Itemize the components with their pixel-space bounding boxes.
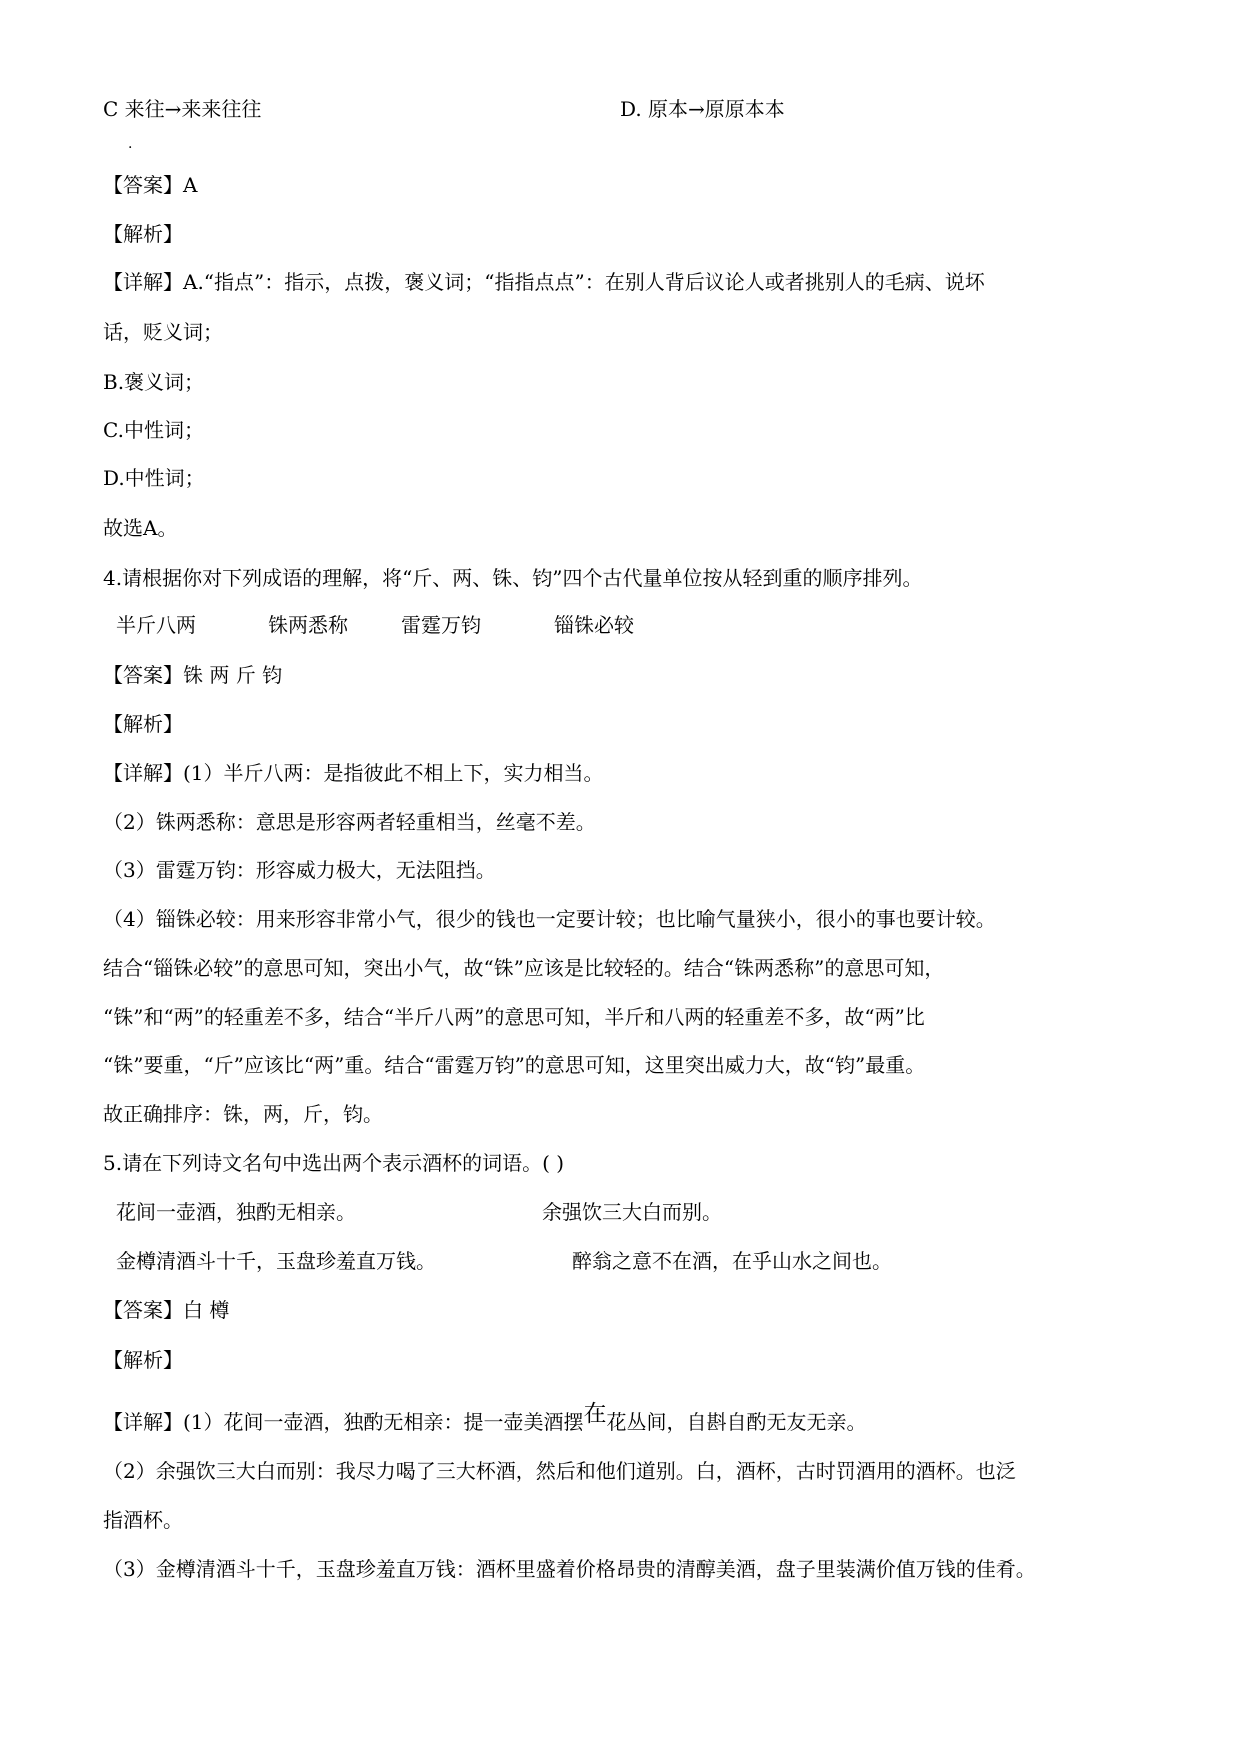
q3-detail-c: C.中性词； <box>103 418 204 442</box>
q5-line-1: 花间一壶酒，独酌无相亲。 <box>116 1200 356 1224</box>
q3-option-c: C 来往→来来往往 <box>103 97 262 121</box>
q3-option-d: D. 原本→原原本本 <box>620 97 785 121</box>
q4-detail-1: 【详解】(1）半斤八两：是指彼此不相上下，实力相当。 <box>103 761 604 785</box>
q5-detail-1 <box>103 1401 867 1434</box>
q4-reasoning-2: “铢”和“两”的轻重差不多，结合“半斤八两”的意思可知，半斤和八两的轻重差不多，故“两”比 <box>103 1005 925 1029</box>
q4-idiom-1: 半斤八两 <box>116 613 196 637</box>
q4-reasoning-1: 结合“锱铢必较”的意思可知，突出小气，故“铢”应该是比较轻的。结合“铢两悉称”的意思可知， <box>103 956 945 980</box>
q4-idiom-2: 铢两悉称 <box>268 613 348 637</box>
q4-detail-3: （3）雷霆万钧：形容威力极大，无法阻挡。 <box>103 858 496 882</box>
q4-idiom-4: 锱铢必较 <box>554 613 634 637</box>
q4-idiom-3: 雷霆万钧 <box>401 613 481 637</box>
q5-detail-1-raised-char: 在 <box>583 1401 607 1427</box>
q3-answer: 【答案】A <box>103 173 198 197</box>
q5-question: 5.请在下列诗文名句中选出两个表示酒杯的词语。( ) <box>103 1151 565 1175</box>
q3-detail-d: D.中性词； <box>103 466 205 490</box>
q5-detail-1-after: 花丛间，自斟自酌无友无亲。 <box>606 1410 867 1434</box>
q5-detail-3: （3）金樽清酒斗十千，玉盘珍羞直万钱：酒杯里盛着价格昂贵的清醇美酒，盘子里装满价值万钱的佳肴。 <box>103 1557 1036 1581</box>
q5-detail-2: （2）余强饮三大白而别：我尽力喝了三大杯酒，然后和他们道别。白，酒杯，古时罚酒用的酒杯。也泛 <box>103 1459 1016 1483</box>
stray-dot: · <box>128 140 133 156</box>
q4-answer: 【答案】铢 两 斤 钧 <box>103 663 283 687</box>
q4-detail-2: （2）铢两悉称：意思是形容两者轻重相当，丝毫不差。 <box>103 810 596 834</box>
q3-analysis-heading: 【解析】 <box>103 222 183 246</box>
q3-detail-b: B.褒义词； <box>103 370 205 394</box>
q4-detail-4: （4）锱铢必较：用来形容非常小气，很少的钱也一定要计较；也比喻气量狭小，很小的事也要计较。 <box>103 907 996 931</box>
q4-question: 4.请根据你对下列成语的理解，将“斤、两、铢、钧”四个古代量单位按从轻到重的顺序排列。 <box>103 566 923 590</box>
q5-line-2: 余强饮三大白而别。 <box>542 1200 722 1224</box>
q5-answer: 【答案】白 樽 <box>103 1298 230 1322</box>
q3-detail-line-2: 话，贬义词； <box>103 320 223 344</box>
q4-reasoning-3: “铢”要重，“斤”应该比“两”重。结合“雷霆万钧”的意思可知，这里突出威力大，故“钧”最重。 <box>103 1053 926 1077</box>
q3-detail-line-1: 【详解】A.“指点”：指示，点拨，褒义词；“指指点点”：在别人背后议论人或者挑别人的毛病、说坏 <box>103 270 985 294</box>
q5-detail-1-before: 【详解】(1）花间一壶酒，独酌无相亲：提一壶美酒摆 <box>103 1410 584 1434</box>
q5-line-4: 醉翁之意不在酒，在乎山水之间也。 <box>572 1249 892 1273</box>
q4-analysis-heading: 【解析】 <box>103 712 183 736</box>
q5-analysis-heading: 【解析】 <box>103 1348 183 1372</box>
q4-conclusion: 故正确排序：铢，两，斤，钧。 <box>103 1102 383 1126</box>
q5-detail-2-cont: 指酒杯。 <box>103 1508 183 1532</box>
q5-line-3: 金樽清酒斗十千，玉盘珍羞直万钱。 <box>116 1249 436 1273</box>
q3-conclusion: 故选A。 <box>103 516 178 540</box>
